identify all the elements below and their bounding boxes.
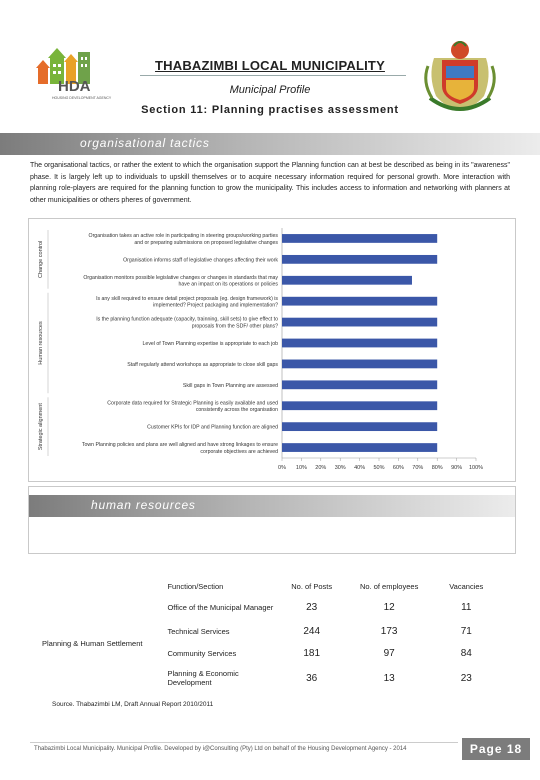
chart-bar [282, 339, 437, 348]
hda-logo-text: HDA [58, 78, 91, 95]
hr-header-employees: No. of employees [359, 581, 419, 591]
chart-category-label-line: and or preparing submissions on proposed legislative changes [134, 239, 278, 246]
page-number-badge: Page 18 [462, 738, 530, 760]
hr-header-section: Function/Section [167, 581, 224, 591]
chart-category-label-line: Customer KPIs for IDP and Planning function are aligned [147, 424, 278, 431]
org-tactics-heading-band [0, 133, 540, 155]
hr-cell-section: Planning & Economic Development [167, 669, 239, 687]
hr-cell-employees: 12 [383, 601, 395, 613]
page-subtitle: Municipal Profile [229, 84, 311, 96]
chart-category-label-line: have an impact on its operations or policies [178, 281, 278, 288]
hr-cell-section: Community Services [167, 648, 237, 658]
footer-text: Thabazimbi Local Municipality. Municipal Profile. Developed by i@Consulting (Pty) Ltd on behalf of the Housing Development Agency - 2014 [34, 746, 407, 752]
chart-category-label [183, 383, 278, 389]
chart-category-label-line: Organisation monitors possible legislative changes or changes in standards that may [83, 274, 278, 281]
chart-category-label [143, 341, 279, 347]
chart-x-tick-label: 30% [334, 465, 346, 471]
table-row [40, 594, 502, 620]
chart-category-label-line: Organisation takes an active role in participating in steering groups/working parties [88, 233, 278, 240]
chart-x-tick-label: 40% [354, 465, 366, 471]
chart-category-label-line: proposals from the SDF/ other plans? [191, 323, 278, 330]
hr-cell-employees: 173 [380, 625, 398, 637]
hr-cell-vacancies: 71 [460, 625, 472, 637]
chart-category-label-line: corporate objectives are achieved [200, 448, 278, 455]
hr-cell-section: Technical Services [167, 626, 230, 636]
chart-bar [282, 276, 412, 285]
chart-bar [282, 318, 437, 327]
hr-table-header-row [40, 578, 502, 594]
footer-divider [30, 742, 458, 743]
chart-x-tick-label: 50% [373, 465, 385, 471]
chart-category-label-line: Staff regularly attend workshops as appropriate to close skill gaps [127, 361, 278, 368]
chart-bar [282, 401, 437, 410]
chart-group-label: Strategic alignment [38, 403, 44, 451]
chart-category-label-line: consistently across the organisation [195, 407, 278, 414]
org-tactics-heading: organisational tactics [80, 136, 210, 150]
hr-cell-posts: 181 [303, 647, 321, 659]
chart-category-label [96, 317, 278, 330]
page-title: THABAZIMBI LOCAL MUNICIPALITY [155, 58, 385, 73]
chart-bar [282, 297, 437, 306]
chart-bar [282, 443, 437, 452]
chart-x-tick-label: 100% [468, 465, 484, 471]
chart-bar [282, 380, 437, 389]
human-resources-heading-band [29, 495, 515, 517]
chart-x-tick-label: 0% [278, 465, 286, 471]
chart-x-tick-label: 60% [392, 465, 404, 471]
hr-cell-vacancies: 23 [460, 672, 472, 684]
human-resources-frame [28, 486, 516, 554]
chart-bar [282, 422, 437, 431]
hr-cell-posts: 36 [306, 672, 318, 684]
hr-table [40, 578, 502, 692]
chart-category-label [147, 425, 278, 431]
hr-cell-posts: 23 [306, 601, 318, 613]
chart-category-label-line: Town Planning policies and plans are well aligned and have strong linkages to ensure [81, 442, 278, 449]
chart-category-label [82, 442, 278, 455]
chart-group-label: Human resources [38, 321, 44, 365]
chart-x-tick-label: 10% [295, 465, 307, 471]
chart-x-tick-label: 20% [315, 465, 327, 471]
human-resources-heading: human resources [91, 498, 196, 512]
hda-logo-subtext: HOUSING DEVELOPMENT AGENCY [52, 96, 112, 100]
hr-header-posts: No. of Posts [291, 581, 333, 591]
chart-category-label [127, 362, 278, 368]
hr-cell-posts: 244 [303, 625, 321, 637]
chart-category-label-line: Is any skill required to ensure detail project proposals (eg. design framework) is [96, 295, 278, 302]
chart-bar [282, 234, 437, 243]
chart-group-label: Change control [38, 240, 44, 279]
hr-cell-vacancies: 11 [461, 601, 472, 613]
chart-category-label [89, 233, 279, 246]
chart-category-label [83, 275, 278, 288]
org-tactics-paragraph: The organisational tactics, or rather the extent to which the organisation support the Planning function can at best be described as being in its "awareness" phase. It is largely left up to individuals to upskill themselves or to acquire necessary information required for personal growth. More interaction with planning role-players are required for the planning function to grow the municipality. This includes access to information and networking with planners at other municipalities or others pheres of government. [30, 162, 510, 204]
chart-category-label [123, 257, 278, 263]
chart-bar [282, 360, 437, 369]
hr-cell-vacancies: 84 [460, 647, 472, 659]
chart-category-label-line: implemented? Project packaging and implementation? [153, 302, 278, 309]
chart-category-label-line: Corporate data required for Strategic Planning is easily available and used [107, 400, 278, 407]
hr-cell-employees: 13 [383, 672, 395, 684]
hr-source-note: Source. Thabazimbi LM, Draft Annual Report 2010/2011 [52, 701, 214, 708]
section-title: Section 11: Planning practises assessment [141, 104, 399, 116]
planning-assessment-chart [28, 218, 514, 480]
chart-category-label [107, 400, 278, 413]
chart-x-tick-label: 70% [412, 465, 424, 471]
chart-category-label-line: Organisation informs staff of legislative changes affecting their work [123, 257, 278, 264]
hr-header-vacancies: Vacancies [449, 581, 484, 591]
hr-group-label: Planning & Human Settlement [42, 638, 143, 648]
chart-category-label-line: Is the planning function adequate (capacity, trainning, skill sets) to give effect to [96, 316, 278, 323]
chart-x-tick-label: 90% [451, 465, 463, 471]
chart-x-tick-label: 80% [431, 465, 443, 471]
chart-category-label [96, 296, 278, 309]
chart-category-label-line: Skill gaps in Town Planning are assessed [182, 382, 278, 389]
chart-bar [282, 255, 437, 264]
hr-cell-section: Office of the Municipal Manager [167, 602, 274, 612]
hr-cell-employees: 97 [383, 647, 395, 659]
title-divider [140, 75, 406, 76]
chart-category-label-line: Level of Town Planning expertise is appropriate to each job [142, 341, 278, 347]
